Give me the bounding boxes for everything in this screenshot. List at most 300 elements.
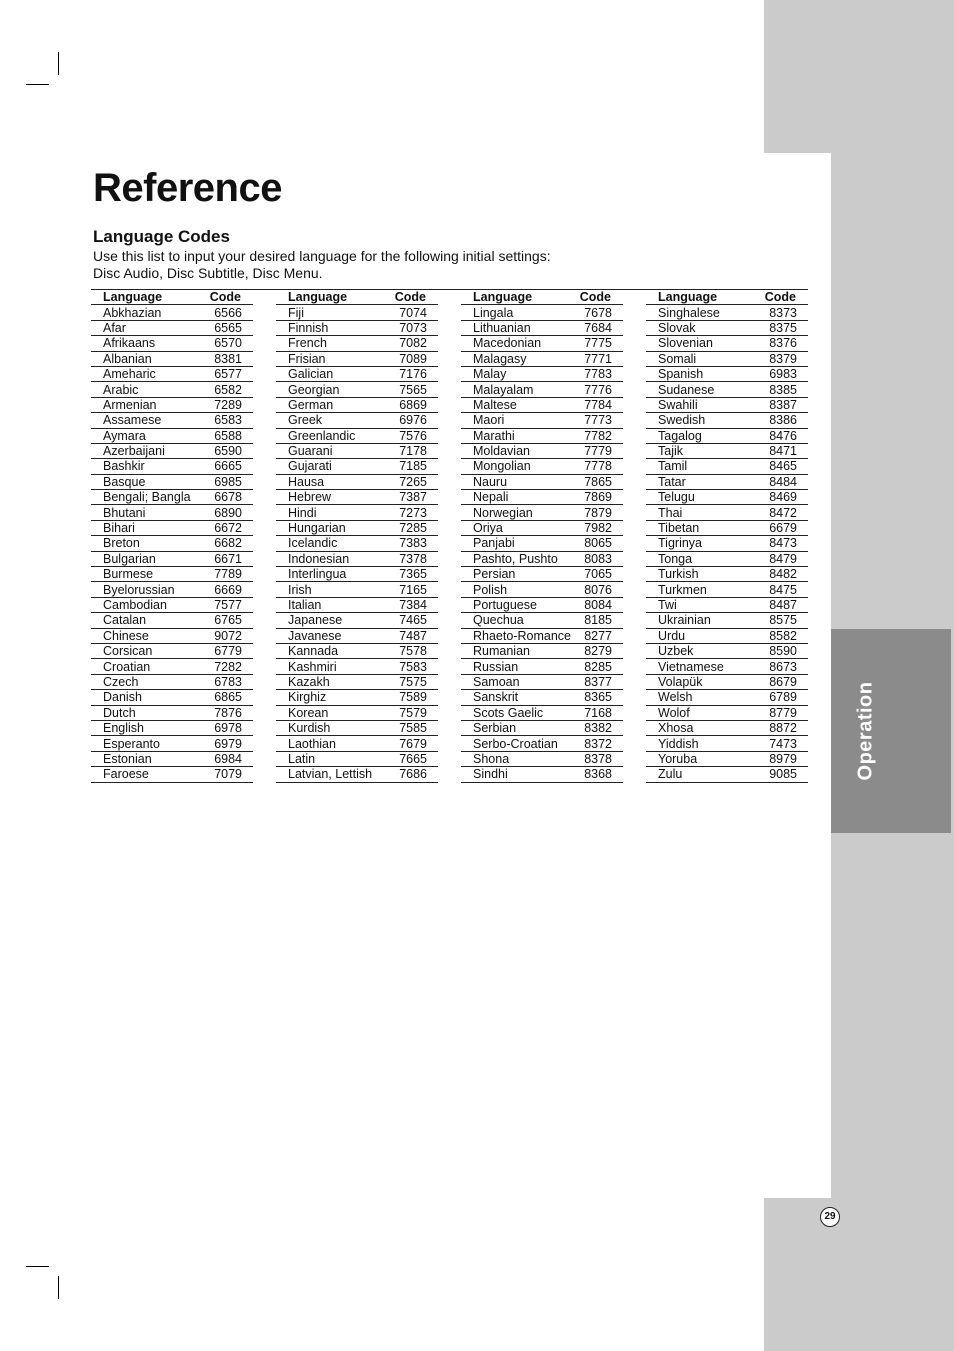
language-code: 6583	[209, 413, 253, 428]
table-row	[91, 628, 253, 643]
language-code: 6976	[394, 413, 438, 428]
table-row	[646, 443, 808, 458]
language-name: Bashkir	[91, 459, 209, 474]
table-row	[646, 613, 808, 628]
language-name: Albanian	[91, 351, 209, 366]
language-code: 8285	[579, 659, 623, 674]
language-name: Korean	[276, 705, 394, 720]
language-name: Abkhazian	[91, 305, 209, 320]
language-code: 6577	[209, 366, 253, 381]
table-row	[646, 413, 808, 428]
language-name: English	[91, 720, 209, 735]
language-name: Cambodian	[91, 597, 209, 612]
language-code: 6783	[209, 674, 253, 689]
language-name: Javanese	[276, 628, 394, 643]
table-row	[646, 628, 808, 643]
table-row	[276, 613, 438, 628]
language-code: 6765	[209, 613, 253, 628]
language-header: Language	[646, 290, 764, 305]
table-header-row	[276, 290, 438, 305]
table-row	[91, 382, 253, 397]
language-code: 7585	[394, 720, 438, 735]
language-name: Armenian	[91, 397, 209, 412]
table-row	[646, 597, 808, 612]
language-code: 7784	[579, 397, 623, 412]
table-row	[276, 628, 438, 643]
language-name: Hausa	[276, 474, 394, 489]
language-name: Guarani	[276, 443, 394, 458]
table-row	[276, 490, 438, 505]
table-row	[646, 767, 808, 782]
language-code: 8484	[764, 474, 808, 489]
language-code: 6565	[209, 320, 253, 335]
table-row	[461, 428, 623, 443]
language-name: Tamil	[646, 459, 764, 474]
language-name: Persian	[461, 567, 579, 582]
language-name: Italian	[276, 597, 394, 612]
language-name: Rumanian	[461, 643, 579, 658]
language-table-3	[461, 290, 623, 783]
language-name: Mongolian	[461, 459, 579, 474]
language-name: Turkish	[646, 567, 764, 582]
language-code: 8381	[209, 351, 253, 366]
table-row	[91, 490, 253, 505]
language-name: Interlingua	[276, 567, 394, 582]
language-name: Telugu	[646, 490, 764, 505]
language-name: Japanese	[276, 613, 394, 628]
language-code: 7365	[394, 567, 438, 582]
language-code: 8379	[764, 351, 808, 366]
language-name: Finnish	[276, 320, 394, 335]
table-row	[276, 751, 438, 766]
language-code: 8373	[764, 305, 808, 320]
table-row	[91, 613, 253, 628]
table-row	[276, 674, 438, 689]
table-row	[646, 520, 808, 535]
language-name: Sudanese	[646, 382, 764, 397]
language-code: 7168	[579, 705, 623, 720]
language-name: Kurdish	[276, 720, 394, 735]
table-row	[461, 705, 623, 720]
table-row	[276, 366, 438, 381]
table-row	[91, 674, 253, 689]
language-name: Nauru	[461, 474, 579, 489]
language-name: Kannada	[276, 643, 394, 658]
language-code: 8465	[764, 459, 808, 474]
language-name: Malayalam	[461, 382, 579, 397]
operation-tab-label: Operation	[854, 681, 877, 781]
language-name: Tajik	[646, 443, 764, 458]
table-row	[646, 567, 808, 582]
language-code: 8065	[579, 536, 623, 551]
table-row	[461, 520, 623, 535]
language-name: Icelandic	[276, 536, 394, 551]
table-row	[91, 720, 253, 735]
language-name: Tagalog	[646, 428, 764, 443]
language-table-1	[91, 290, 253, 783]
language-name: Hebrew	[276, 490, 394, 505]
language-name: Lingala	[461, 305, 579, 320]
table-row	[91, 351, 253, 366]
language-code: 8479	[764, 551, 808, 566]
table-row	[91, 767, 253, 782]
language-code: 7378	[394, 551, 438, 566]
language-code: 7869	[579, 490, 623, 505]
language-code: 8385	[764, 382, 808, 397]
language-name: Lithuanian	[461, 320, 579, 335]
language-table-4	[646, 290, 808, 783]
language-name: Ukrainian	[646, 613, 764, 628]
table-row	[276, 505, 438, 520]
language-code: 7473	[764, 736, 808, 751]
table-row	[91, 305, 253, 320]
language-name: Swahili	[646, 397, 764, 412]
language-name: Latvian, Lettish	[276, 767, 394, 782]
language-code-tables	[91, 289, 808, 786]
table-header-row	[461, 290, 623, 305]
language-code: 7773	[579, 413, 623, 428]
intro-line-2: Disc Audio, Disc Subtitle, Disc Menu.	[93, 265, 323, 281]
code-header: Code	[394, 290, 438, 305]
language-name: Rhaeto-Romance	[461, 628, 579, 643]
language-name: Shona	[461, 751, 579, 766]
table-row	[461, 582, 623, 597]
language-code: 7176	[394, 366, 438, 381]
language-code: 7387	[394, 490, 438, 505]
language-code: 8387	[764, 397, 808, 412]
language-code: 6665	[209, 459, 253, 474]
language-code: 7578	[394, 643, 438, 658]
table-row	[646, 536, 808, 551]
language-name: Czech	[91, 674, 209, 689]
language-code: 7665	[394, 751, 438, 766]
language-name: Byelorussian	[91, 582, 209, 597]
language-name: Kashmiri	[276, 659, 394, 674]
table-row	[646, 459, 808, 474]
code-header: Code	[209, 290, 253, 305]
language-name: Serbian	[461, 720, 579, 735]
language-code: 6869	[394, 397, 438, 412]
language-code: 8365	[579, 690, 623, 705]
language-name: Russian	[461, 659, 579, 674]
table-row	[461, 474, 623, 489]
language-name: Catalan	[91, 613, 209, 628]
language-code: 7779	[579, 443, 623, 458]
language-code: 6983	[764, 366, 808, 381]
language-name: Greenlandic	[276, 428, 394, 443]
language-table-2	[276, 290, 438, 783]
language-code: 6890	[209, 505, 253, 520]
language-name: Aymara	[91, 428, 209, 443]
table-row	[646, 505, 808, 520]
table-row	[646, 720, 808, 735]
language-code: 6678	[209, 490, 253, 505]
language-name: Tonga	[646, 551, 764, 566]
language-name: Xhosa	[646, 720, 764, 735]
language-code: 7285	[394, 520, 438, 535]
language-code: 7583	[394, 659, 438, 674]
language-name: Tigrinya	[646, 536, 764, 551]
table-row	[91, 736, 253, 751]
language-code: 8679	[764, 674, 808, 689]
language-code: 6984	[209, 751, 253, 766]
language-code: 8590	[764, 643, 808, 658]
language-code: 7577	[209, 597, 253, 612]
table-row	[461, 567, 623, 582]
table-row	[91, 397, 253, 412]
crop-mark-bottom-horizontal	[26, 1266, 49, 1267]
language-name: Bihari	[91, 520, 209, 535]
table-row	[91, 567, 253, 582]
language-name: Croatian	[91, 659, 209, 674]
operation-tab	[831, 629, 951, 833]
table-row	[276, 659, 438, 674]
intro-text	[93, 248, 653, 282]
language-code: 7876	[209, 705, 253, 720]
language-code: 8372	[579, 736, 623, 751]
table-row	[276, 320, 438, 335]
table-row	[276, 459, 438, 474]
language-name: Azerbaijani	[91, 443, 209, 458]
language-code: 6682	[209, 536, 253, 551]
language-name: Greek	[276, 413, 394, 428]
side-margin-top	[764, 0, 954, 153]
language-code: 8377	[579, 674, 623, 689]
table-row	[461, 505, 623, 520]
language-name: Welsh	[646, 690, 764, 705]
table-row	[461, 674, 623, 689]
language-code: 8779	[764, 705, 808, 720]
language-code: 7565	[394, 382, 438, 397]
table-row	[276, 705, 438, 720]
table-row	[646, 736, 808, 751]
table-row	[461, 351, 623, 366]
table-row	[461, 413, 623, 428]
language-code: 8185	[579, 613, 623, 628]
table-row	[91, 536, 253, 551]
table-row	[276, 551, 438, 566]
language-name: Assamese	[91, 413, 209, 428]
table-row	[91, 597, 253, 612]
language-code: 7065	[579, 567, 623, 582]
language-name: Estonian	[91, 751, 209, 766]
language-name: Maltese	[461, 397, 579, 412]
language-name: Chinese	[91, 628, 209, 643]
table-row	[646, 474, 808, 489]
table-row	[91, 751, 253, 766]
language-code: 7783	[579, 366, 623, 381]
language-name: Faroese	[91, 767, 209, 782]
language-name: Danish	[91, 690, 209, 705]
language-header: Language	[461, 290, 579, 305]
language-code: 8979	[764, 751, 808, 766]
language-code: 7487	[394, 628, 438, 643]
section-title: Language Codes	[93, 227, 230, 246]
table-row	[91, 505, 253, 520]
table-row	[91, 336, 253, 351]
table-row	[646, 351, 808, 366]
table-row	[276, 397, 438, 412]
language-name: Laothian	[276, 736, 394, 751]
language-name: Gujarati	[276, 459, 394, 474]
table-row	[91, 320, 253, 335]
language-code: 8575	[764, 613, 808, 628]
language-code: 7178	[394, 443, 438, 458]
language-name: Latin	[276, 751, 394, 766]
language-code: 6588	[209, 428, 253, 443]
language-code: 7073	[394, 320, 438, 335]
table-row	[646, 397, 808, 412]
language-name: Panjabi	[461, 536, 579, 551]
language-code: 7865	[579, 474, 623, 489]
language-name: Frisian	[276, 351, 394, 366]
table-row	[91, 520, 253, 535]
table-row	[276, 520, 438, 535]
language-name: Portuguese	[461, 597, 579, 612]
intro-line-1: Use this list to input your desired language for the following initial settings:	[93, 248, 551, 264]
language-name: Bhutani	[91, 505, 209, 520]
language-code: 7776	[579, 382, 623, 397]
language-name: Quechua	[461, 613, 579, 628]
table-header-row	[91, 290, 253, 305]
language-code: 8376	[764, 336, 808, 351]
language-name: Kirghiz	[276, 690, 394, 705]
language-code: 7678	[579, 305, 623, 320]
language-code: 7982	[579, 520, 623, 535]
language-code: 7384	[394, 597, 438, 612]
language-code: 6672	[209, 520, 253, 535]
language-name: French	[276, 336, 394, 351]
language-code: 7185	[394, 459, 438, 474]
language-header: Language	[91, 290, 209, 305]
language-code: 8084	[579, 597, 623, 612]
table-row	[461, 613, 623, 628]
language-code: 8277	[579, 628, 623, 643]
language-code: 7089	[394, 351, 438, 366]
table-row	[646, 366, 808, 381]
table-row	[646, 751, 808, 766]
language-name: Somali	[646, 351, 764, 366]
language-name: Malagasy	[461, 351, 579, 366]
table-row	[646, 490, 808, 505]
table-row	[91, 474, 253, 489]
table-row	[461, 659, 623, 674]
crop-mark-top-vertical	[58, 52, 59, 75]
language-name: Turkmen	[646, 582, 764, 597]
language-name: Polish	[461, 582, 579, 597]
language-code: 7575	[394, 674, 438, 689]
language-code: 8487	[764, 597, 808, 612]
language-code: 7775	[579, 336, 623, 351]
language-code: 7273	[394, 505, 438, 520]
language-name: Malay	[461, 366, 579, 381]
table-row	[646, 643, 808, 658]
side-margin-bottom	[764, 1198, 954, 1351]
table-row	[461, 366, 623, 381]
language-name: Hungarian	[276, 520, 394, 535]
language-name: Moldavian	[461, 443, 579, 458]
language-name: Sindhi	[461, 767, 579, 782]
table-row	[461, 382, 623, 397]
language-name: German	[276, 397, 394, 412]
language-code: 6671	[209, 551, 253, 566]
language-name: Urdu	[646, 628, 764, 643]
crop-mark-bottom-vertical	[58, 1276, 59, 1299]
language-code: 7684	[579, 320, 623, 335]
language-code: 6978	[209, 720, 253, 735]
language-name: Vietnamese	[646, 659, 764, 674]
table-row	[461, 628, 623, 643]
language-code: 7879	[579, 505, 623, 520]
page-title: Reference	[93, 166, 282, 210]
language-code: 7782	[579, 428, 623, 443]
language-code: 6566	[209, 305, 253, 320]
table-row	[276, 736, 438, 751]
table-row	[461, 459, 623, 474]
language-name: Tatar	[646, 474, 764, 489]
table-row	[646, 659, 808, 674]
language-name: Corsican	[91, 643, 209, 658]
language-code: 8482	[764, 567, 808, 582]
table-header-row	[646, 290, 808, 305]
table-row	[646, 705, 808, 720]
table-row	[276, 428, 438, 443]
table-row	[646, 690, 808, 705]
table-row	[91, 582, 253, 597]
language-code: 7082	[394, 336, 438, 351]
language-code: 7576	[394, 428, 438, 443]
language-code: 7589	[394, 690, 438, 705]
table-row	[276, 690, 438, 705]
table-row	[91, 459, 253, 474]
table-row	[646, 551, 808, 566]
language-name: Singhalese	[646, 305, 764, 320]
language-name: Fiji	[276, 305, 394, 320]
language-name: Sanskrit	[461, 690, 579, 705]
language-name: Pashto, Pushto	[461, 551, 579, 566]
table-row	[646, 382, 808, 397]
language-name: Yoruba	[646, 751, 764, 766]
table-row	[276, 336, 438, 351]
language-name: Oriya	[461, 520, 579, 535]
language-code: 7778	[579, 459, 623, 474]
language-name: Tibetan	[646, 520, 764, 535]
table-row	[91, 551, 253, 566]
language-code: 6582	[209, 382, 253, 397]
language-code: 8375	[764, 320, 808, 335]
language-code: 8368	[579, 767, 623, 782]
table-row	[461, 597, 623, 612]
table-row	[276, 643, 438, 658]
language-code: 6865	[209, 690, 253, 705]
language-name: Slovenian	[646, 336, 764, 351]
language-code: 9072	[209, 628, 253, 643]
language-code: 6985	[209, 474, 253, 489]
language-code: 6979	[209, 736, 253, 751]
table-row	[91, 659, 253, 674]
language-code: 8475	[764, 582, 808, 597]
language-code: 7282	[209, 659, 253, 674]
language-code: 7686	[394, 767, 438, 782]
language-code: 8476	[764, 428, 808, 443]
table-row	[91, 443, 253, 458]
language-code: 8279	[579, 643, 623, 658]
language-code: 8472	[764, 505, 808, 520]
language-name: Norwegian	[461, 505, 579, 520]
table-row	[646, 582, 808, 597]
language-code: 6570	[209, 336, 253, 351]
table-row	[276, 567, 438, 582]
